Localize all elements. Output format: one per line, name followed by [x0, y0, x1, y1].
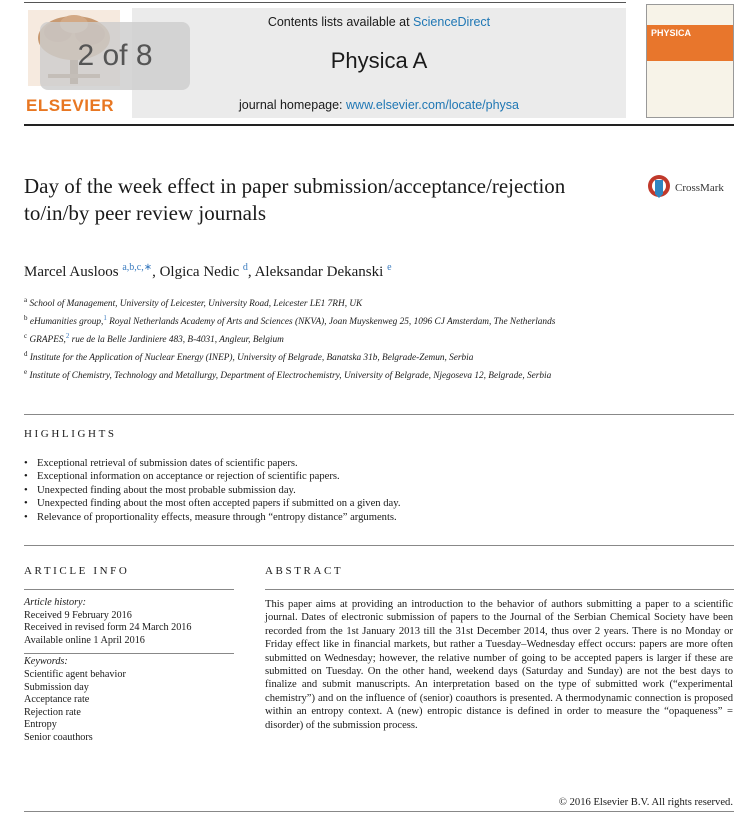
affiliation-item — [24, 365, 644, 383]
highlight-item: • Relevance of proportionality effects, measure through “entropy distance” arguments. — [24, 511, 744, 524]
header-bottom-rule — [24, 124, 734, 126]
author-name[interactable]: Aleksandar Dekanski — [254, 264, 384, 280]
paper-title: Day of the week effect in paper submission/acceptance/rejection to/in/by peer review journals — [24, 174, 566, 225]
keyword-item: Scientific agent behavior — [24, 668, 126, 680]
homepage-text: journal homepage: — [238, 98, 347, 112]
page-indicator: 2 of 8 — [40, 22, 190, 90]
affiliation-text: GRAPES, — [29, 335, 66, 346]
affiliation-text: Institute of Chemistry, Technology and Metallurgy, Department of Electrochemistry, University of Belgrade, Njegoseva 12, Belgrade, Serbia — [29, 371, 552, 382]
footnote-mark[interactable]: 2 — [65, 332, 70, 341]
journal-homepage-link[interactable]: www.elsevier.com/locate/physa — [346, 98, 520, 112]
article-info-heading: ARTICLE INFO — [24, 565, 130, 577]
affiliation-item — [24, 293, 644, 311]
abstract-rule — [265, 589, 734, 590]
homepage-line — [132, 98, 626, 112]
contents-line — [132, 15, 626, 29]
highlights-heading: HIGHLIGHTS — [24, 428, 117, 440]
affiliation-mark: a — [24, 296, 28, 304]
affiliation-item — [24, 347, 644, 365]
abstract-text: This paper aims at providing an introduction to the behavior of authors submitting a paper to a scientific journal. Dates of electronic submission of papers to the Journal of the Serbian Chemical Society have been recorded from the 1st January 2013 till the 31st December 2014, thus over 2 years. There is no Monday or Friday effect like in financial markets, but rather a Tuesday–Wednesday effect occurs: papers are more often submitted on Wednesday; however, the relative number of going to be accepted papers is larger if these are submitted on Tuesday. On the other hand, weekend days (Saturday and Sunday) are not the best days to finalize and submit manuscripts. An interpretation based on the type of submitted work (“experimental chemistry”) and on the influence of (senior) coauthors is presented. A thermodynamic connection is proposed within an entropy context. A (new) entropic distance is defined in order to measure the “opaqueness” = disorder) of the submission process. — [265, 599, 733, 731]
author-name[interactable]: Marcel Ausloos — [24, 264, 119, 280]
author-separator: , — [247, 264, 255, 280]
affiliation-text: Institute for the Application of Nuclear Energy (INEP), University of Belgrade, Banatska 31b, Belgrade-Zemun, Serbia — [29, 353, 474, 364]
keywords-rule — [24, 653, 234, 654]
author-affiliation-marks[interactable]: e — [387, 262, 392, 273]
history-label: Article history: — [24, 597, 86, 608]
history-item: Available online 1 April 2016 — [24, 634, 145, 646]
footnote-mark[interactable]: 1 — [103, 314, 107, 323]
cover-title: PHYSICA — [651, 28, 692, 38]
highlight-item: • Exceptional information on acceptance or rejection of scientific papers. — [24, 470, 744, 483]
keyword-item: Rejection rate — [24, 706, 81, 718]
crossmark-label: CrossMark — [675, 182, 724, 194]
author-list — [24, 262, 724, 281]
highlights-top-rule — [24, 414, 734, 415]
highlight-item: • Exceptional retrieval of submission dates of scientific papers. — [24, 457, 744, 470]
affiliation-mark: e — [24, 368, 28, 377]
keyword-item: Acceptance rate — [24, 694, 90, 706]
author-affiliation-marks[interactable]: a,b,c,∗ — [122, 262, 153, 273]
highlights-list — [24, 457, 744, 524]
author-name[interactable]: Olgica Nedic — [159, 264, 240, 280]
header-top-rule — [24, 2, 626, 3]
info-top-rule — [24, 545, 734, 546]
affiliation-mark: c — [24, 332, 28, 341]
article-info-rule — [24, 589, 234, 590]
abstract-heading: ABSTRACT — [265, 565, 344, 577]
affiliation-text: eHumanities group, — [29, 317, 104, 328]
affiliation-item — [24, 329, 644, 347]
affiliation-text: School of Management, University of Leicester, University Road, Leicester LE1 7RH, UK — [29, 299, 363, 310]
journal-name: Physica A — [330, 48, 428, 73]
affiliation-mark: b — [24, 314, 28, 323]
crossmark-button[interactable] — [647, 174, 737, 202]
copyright-notice: © 2016 Elsevier B.V. All rights reserved. — [558, 797, 733, 808]
crossmark-icon — [647, 174, 671, 202]
elsevier-logo-text: ELSEVIER — [26, 96, 115, 115]
affiliation-list — [24, 293, 644, 383]
affiliation-mark: d — [24, 350, 28, 359]
affiliation-text: Royal Netherlands Academy of Arts and Sciences (NKVA), Joan Muyskenweg 25, 1096 CJ Amsterdam, The Netherlands — [106, 317, 556, 328]
keyword-item: Submission day — [24, 681, 89, 693]
author-separator: , — [152, 264, 160, 280]
highlight-item: • Unexpected finding about the most probable submission day. — [24, 484, 744, 497]
keywords-label: Keywords: — [24, 656, 68, 668]
journal-cover-image — [646, 4, 734, 118]
history-item: Received 9 February 2016 — [24, 609, 132, 621]
keyword-item: Entropy — [24, 719, 57, 731]
contents-text: Contents lists available at — [267, 15, 414, 29]
history-item: Received in revised form 24 March 2016 — [24, 622, 192, 634]
footer-rule — [24, 811, 734, 812]
keyword-item: Senior coauthors — [24, 731, 93, 743]
highlight-item: • Unexpected finding about the most often accepted papers if submitted on a given day. — [24, 497, 744, 510]
author-affiliation-marks[interactable]: d — [242, 262, 248, 273]
article-info — [24, 597, 224, 745]
affiliation-item — [24, 311, 644, 329]
affiliation-text: rue de la Belle Jardiniere 483, B-4031, Angleur, Belgium — [69, 335, 284, 346]
sciencedirect-link[interactable]: ScienceDirect — [413, 15, 491, 29]
